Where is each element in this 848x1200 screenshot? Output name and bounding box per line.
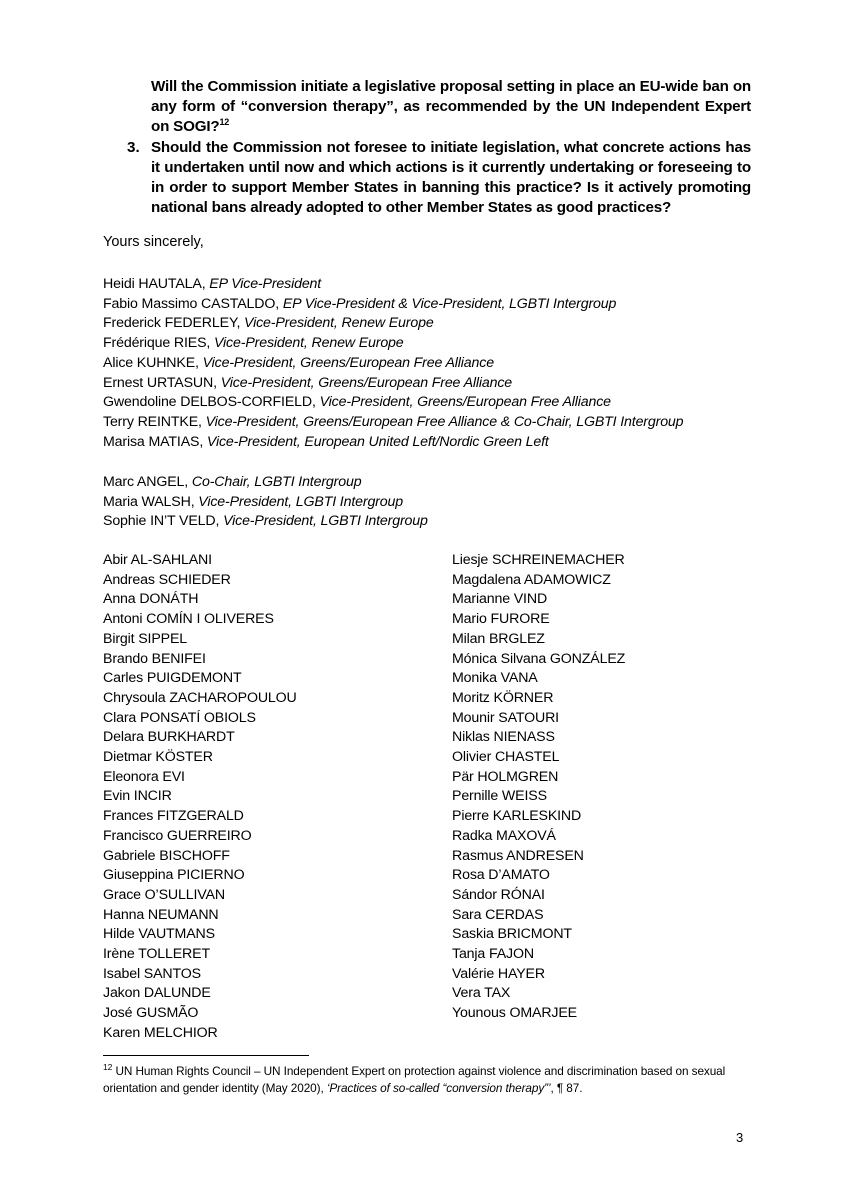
signatory-mep-name: Delara BURKHARDT	[103, 729, 235, 746]
signatory-name: Marc ANGEL,	[103, 474, 192, 490]
signatory-line	[103, 512, 428, 532]
signatory-mep-name: Gabriele BISCHOFF	[103, 847, 230, 864]
footnote-number: 12	[103, 1062, 113, 1073]
signatory-mep-name: Chrysoula ZACHAROPOULOU	[103, 689, 297, 706]
signatory-mep-name: Irène TOLLERET	[103, 946, 210, 963]
signatory-name: Marisa MATIAS,	[103, 433, 207, 450]
signatory-mep-name: Sándor RÓNAI	[452, 886, 545, 903]
footnote-suffix: , ¶ 87.	[550, 1081, 583, 1095]
signatory-mep-name: Eleonora EVI	[103, 768, 185, 785]
signatory-line	[103, 493, 428, 513]
signatory-name: Sophie IN’T VELD,	[103, 513, 224, 530]
signatory-mep-name: Clara PONSATÍ OBIOLS	[103, 709, 256, 726]
signatory-mep-name: Brando BENIFEI	[103, 650, 206, 667]
question-3-text: Should the Commission not foresee to initiate legislation, what concrete actions has it undertaken until now and which actions is it currently undertaking or foreseeing to in order to support Member States in banning this practice? Is it actively promoting national bans already adopted to other Member States as good practices?	[151, 139, 751, 216]
signatory-mep-name: Grace O’SULLIVAN	[103, 886, 225, 903]
signatory-mep-name: Abir AL-SAHLANI	[103, 552, 212, 568]
signatory-line	[103, 275, 683, 295]
signatory-name: Gwendoline DELBOS-CORFIELD,	[103, 394, 320, 411]
signatory-mep-name: Magdalena ADAMOWICZ	[452, 571, 611, 588]
signatory-name: Ernest URTASUN,	[103, 374, 221, 391]
footnote-divider	[103, 1055, 309, 1056]
signatory-name: Maria WALSH,	[103, 493, 199, 510]
question-3-number: 3.	[127, 139, 140, 156]
signatory-mep-name: Andreas SCHIEDER	[103, 571, 231, 588]
signatories-intergroup	[103, 473, 428, 532]
signatory-line	[103, 295, 683, 315]
signatory-mep-name: Pernille WEISS	[452, 788, 547, 805]
signatory-mep-name: Moritz KÖRNER	[452, 689, 554, 706]
signatory-mep-name: Hilde VAUTMANS	[103, 926, 215, 943]
signatory-mep-name: Giuseppina PICIERNO	[103, 867, 245, 884]
question-eu-ban	[151, 77, 751, 137]
signatory-mep-name: Marianne VIND	[452, 591, 548, 608]
signatories-leadership	[103, 275, 683, 452]
signatory-mep-name: Mounir SATOURI	[452, 709, 559, 726]
signatory-mep-name: Sara CERDAS	[452, 906, 544, 923]
signatory-mep-name: Antoni COMÍN I OLIVERES	[103, 611, 274, 628]
signatory-line	[103, 374, 683, 394]
signatory-role: Vice-President, Greens/European Free Alliance	[220, 374, 513, 391]
signatory-name: Alice KUHNKE,	[103, 354, 203, 371]
signatory-line	[103, 334, 683, 354]
signatory-mep-name: Vera TAX	[452, 985, 511, 1002]
signatory-mep-name: Rasmus ANDRESEN	[452, 847, 584, 864]
signatory-mep-name: Liesje SCHREINEMACHER	[452, 552, 625, 568]
signatory-mep-name: Birgit SIPPEL	[103, 630, 187, 647]
signatory-role: EP Vice-President	[209, 276, 322, 292]
signatory-mep-name: Tanja FAJON	[452, 946, 534, 963]
signatory-name: Frederick FEDERLEY,	[103, 315, 245, 332]
signatory-mep-name: Rosa D’AMATO	[452, 867, 550, 884]
signatory-line	[103, 354, 683, 374]
footnote-12	[103, 1063, 748, 1097]
signatory-mep-name: Karen MELCHIOR	[103, 1024, 218, 1041]
signatory-mep-name: Frances FITZGERALD	[103, 808, 244, 825]
signatory-role: Vice-President, Renew Europe	[214, 335, 404, 352]
signatory-line	[103, 473, 428, 493]
signatory-mep-name: Carles PUIGDEMONT	[103, 670, 242, 687]
signatory-mep-name: Radka MAXOVÁ	[452, 827, 556, 844]
signatory-mep-name: Pär HOLMGREN	[452, 768, 559, 785]
signatory-role: Vice-President, Greens/European Free Alliance & Co-Chair, LGBTI Intergroup	[205, 413, 684, 430]
signatory-mep-name: Younous OMARJEE	[452, 1005, 577, 1022]
signatory-mep-name: José GUSMÃO	[103, 1005, 199, 1022]
footnote-report-title: ‘Practices of so-called “conversion therapy”’	[326, 1081, 551, 1095]
signatory-name: Frédérique RIES,	[103, 335, 214, 352]
signatory-mep-name: Valérie HAYER	[452, 965, 545, 982]
signatory-mep-name: Mario FURORE	[452, 611, 550, 628]
signatory-mep-name: Monika VANA	[452, 670, 538, 687]
signatory-role: Vice-President, Greens/European Free Alliance	[319, 394, 611, 411]
signatory-role: Vice-President, LGBTI Intergroup	[223, 513, 428, 530]
signatory-role: Co-Chair, LGBTI Intergroup	[191, 474, 362, 490]
signatory-role: Vice-President, Greens/European Free Alliance	[202, 354, 494, 371]
signatory-mep-name: Mónica Silvana GONZÁLEZ	[452, 650, 626, 667]
signatory-mep-name: Dietmar KÖSTER	[103, 749, 213, 766]
signatory-mep-name: Olivier CHASTEL	[452, 749, 560, 766]
signatory-mep-name: Niklas NIENASS	[452, 729, 555, 746]
signatory-line	[103, 413, 683, 433]
signatory-mep-name: Anna DONÁTH	[103, 591, 199, 608]
footnote-text: UN Human Rights Council – UN Independent Expert on protection against violence and discrimination based on sexual orientation and gender identity (May 2020),	[103, 1064, 726, 1095]
signatory-mep-name: Jakon DALUNDE	[103, 985, 211, 1002]
closing-salutation: Yours sincerely,	[103, 234, 204, 250]
signatory-name: Fabio Massimo CASTALDO,	[103, 295, 283, 312]
signatories-column-left	[103, 551, 297, 1044]
footnote-ref-12: 12	[219, 116, 230, 127]
signatory-mep-name: Hanna NEUMANN	[103, 906, 219, 923]
question-eu-ban-text: Will the Commission initiate a legislative proposal setting in place an EU-wide ban on any form of “conversion therapy”, as recommended by the UN Independent Expert on SOGI?	[151, 78, 751, 135]
signatory-mep-name: Milan BRGLEZ	[452, 630, 545, 647]
signatory-mep-name: Francisco GUERREIRO	[103, 827, 252, 844]
signatory-mep-name: Pierre KARLESKIND	[452, 808, 582, 825]
signatory-role: EP Vice-President & Vice-President, LGBTI Intergroup	[282, 295, 617, 312]
signatory-role: Vice-President, LGBTI Intergroup	[198, 493, 403, 510]
signatory-role: Vice-President, European United Left/Nordic Green Left	[206, 433, 549, 450]
signatory-role: Vice-President, Renew Europe	[244, 315, 434, 332]
signatory-name: Terry REINTKE,	[103, 413, 206, 430]
signatory-mep-name: Saskia BRICMONT	[452, 926, 572, 943]
page-number: 3	[736, 1130, 744, 1145]
signatory-line	[103, 314, 683, 334]
signatory-line	[103, 433, 683, 453]
signatories-column-right	[452, 551, 625, 1024]
signatory-mep-name: Evin INCIR	[103, 788, 172, 805]
signatory-mep-name: Isabel SANTOS	[103, 965, 201, 982]
signatory-line	[103, 393, 683, 413]
signatory-name: Heidi HAUTALA,	[103, 276, 210, 292]
